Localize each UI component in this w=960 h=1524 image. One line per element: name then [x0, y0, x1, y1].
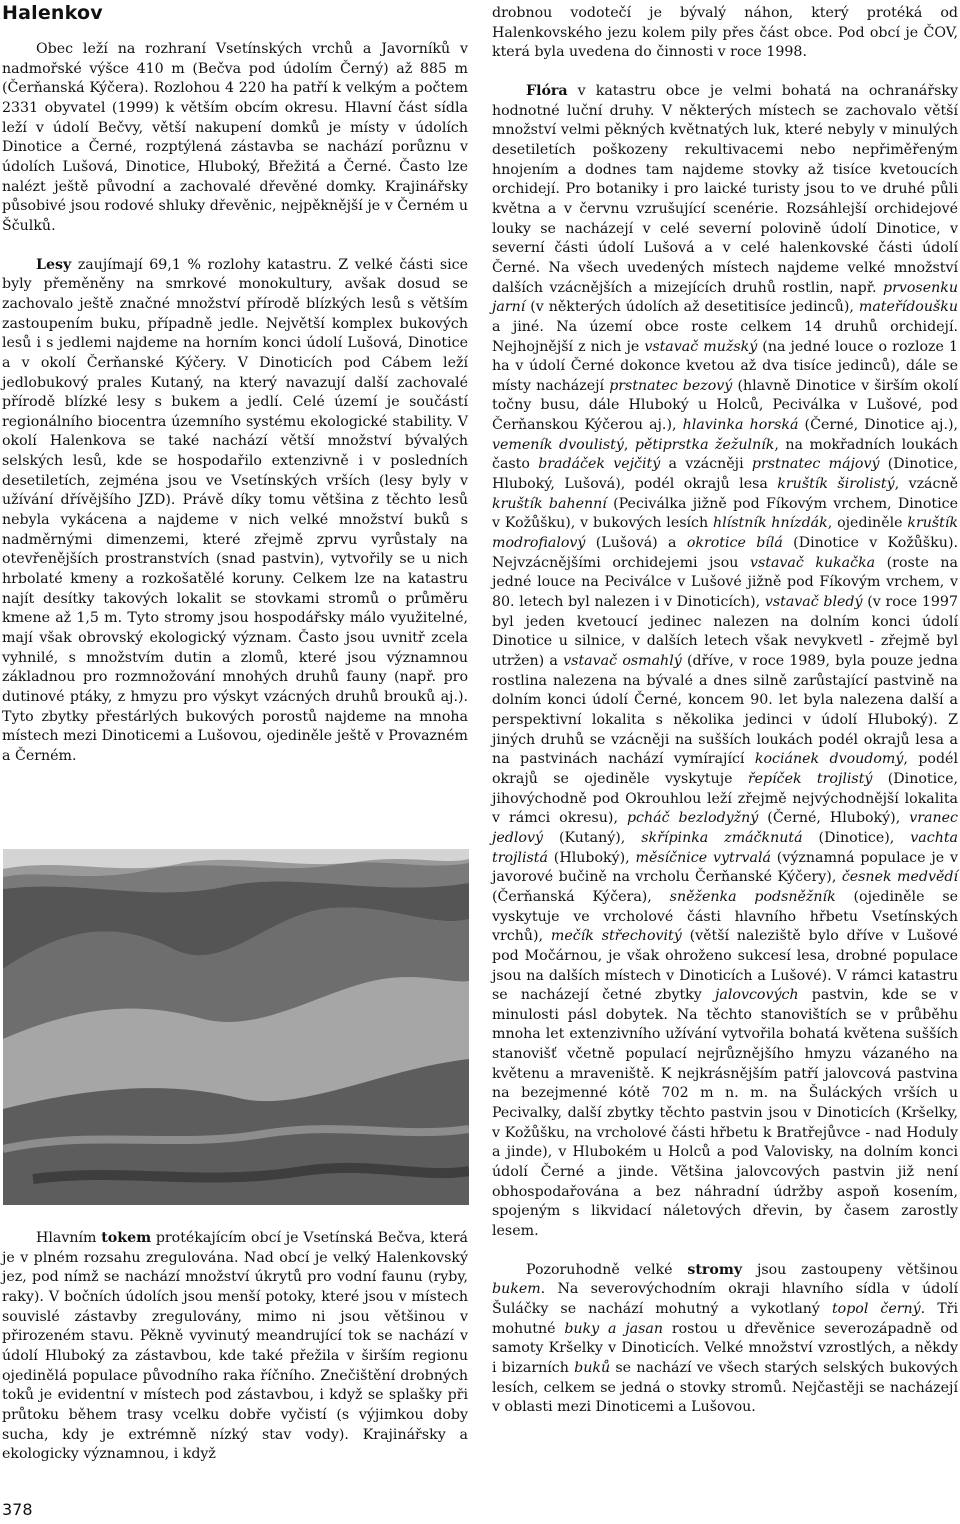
trees-text: Pozoruhodně velké	[526, 1261, 688, 1278]
flora-text: , vzácně	[894, 476, 958, 493]
trees-text: . Tři mohutné	[492, 1301, 958, 1337]
continuation-paragraph: drobnou vodotečí je bývalý náhon, který protéká od Halenkovského jezu kolem pily přes část obce. Pod obcí je ČOV, která byla uvedena do činnosti v roce 1998.	[492, 5, 958, 61]
watercourse-text-a: Hlavním	[36, 1230, 102, 1246]
flora-species-name: jalovcových	[715, 987, 799, 1004]
flora-paragraph	[492, 82, 958, 1242]
flora-species-name: kruštík bahenní	[492, 495, 607, 512]
forests-paragraph	[2, 256, 468, 767]
flora-text: (Peciválka jižně pod Fíkovým vrchem, Dinotice v Kožůšku), v bukových lesích	[492, 495, 958, 532]
flora-text: (ojediněle se vyskytuje ve vrcholové části hlavního hřbetu Vsetínských vrchů),	[492, 888, 959, 945]
flora-text: (Dinotice v Kožůšku). Nejvzácnějšími orchidejemi jsou	[492, 535, 958, 571]
flora-text: v katastru obce je velmi bohatá na ochranářsky hodnotné luční druhy. V některých místech se zachovalo větší množství velmi pěkných květnatých luk, které nebyly v minulých desetiletích poškozeny rekultivacemi nebo nepřiměřeným hnojením a dodnes tam najdeme stovky až tisíce kvetoucích orchidejí. Pro botaniky i pro laické turisty jsou to ve druhé půli května a v červnu vzrušující scenérie. Rozsáhlejší orchidejové louky se nacházejí v celé severní polovině údolí Dinotice, v severní části údolí Lušová a v celé halenkovské části údolí Černé. Na všech uvedených místech najdeme velké množství dalších vzácnějších a mizejících druhů rostlin, např.	[492, 82, 958, 296]
flora-species-name: mečík střechovitý	[550, 928, 682, 945]
trees-species-name: topol černý	[831, 1301, 921, 1317]
flora-species-name: kruštík širolistý	[777, 476, 895, 493]
flora-text: a jiné. Na území obce roste celkem 14 druhů orchidejí. Nejhojnější z nich je	[492, 318, 958, 355]
flora-species-name: hlístník hnízdák	[713, 515, 828, 532]
flora-species-name: vstavač kukačka	[749, 554, 876, 571]
trees-lead: stromy	[687, 1261, 743, 1278]
flora-species-name: vranec jedlový	[492, 810, 958, 846]
left-column-bottom	[2, 1229, 468, 1465]
flora-text: (Černé, Dinotice aj.),	[798, 417, 959, 434]
right-column	[492, 4, 958, 1418]
flora-text: , podél okrajů se ojediněle vyskytuje	[492, 751, 958, 787]
trees-text: se nachází ve všech starých selských bukových lesích, celkem se jedná o stovky stromů. Nejčastěji se nacházejí v oblasti mezi Dinoticemi a Lušovou.	[492, 1359, 958, 1416]
flora-text: (roste na jedné louce na Peciválce v Lušové jižně pod Fíkovým vrchem, v 80. letech byl nalezen i v Dinoticích),	[492, 554, 958, 611]
flora-species-name: prstnatec bezový	[609, 377, 733, 394]
flora-text: (Hluboký),	[547, 849, 636, 866]
flora-text: (významná populace je v javorové bučině na vrcholu Čerňanské Kýčery),	[492, 849, 959, 886]
flora-text: (Kutaný),	[543, 829, 642, 846]
flora-species-name: vstavač bledý	[764, 594, 863, 611]
flora-species-name: bradáček vejčitý	[538, 456, 661, 473]
forests-lead: Lesy	[36, 256, 72, 273]
flora-text: ,	[623, 436, 635, 453]
flora-species-name: řepíček trojlistý	[747, 770, 873, 787]
flora-text: pastvin, kde se v minulosti pásl dobytek. Na těchto stanovištích se v průběhu mnoha let extenzivního užívání vytvořila bohatá květena sušších stanovišť včetně populací nejrůznějšího hmyzu vázaného na květenu a mraveniště. K nejkrásnějším patří jalovcová pastvina na bezejmenné kótě 702 m n. m. na Šuláckých vrších u Pecivalky, další zbytky těchto pastvin jsou v Dinoticích (Kršelky, v Kožůšku, na vrcholové části hřbetu k Bratřejůvce - nad Hoduly a jinde), v Hlubokém u Holců a pod Valovisky, na dolním konci údolí Černé a jinde. Většina jalovcových pastvin již není obhospodařována a bez náhradní údržby aspoň kosením, spojeným s likvidací náletových dřevin, by časem zarostly lesem.	[492, 987, 958, 1240]
trees-text: jsou zastoupeny většinou	[742, 1261, 958, 1278]
flora-text: (v některých údolích až desetitisíce jedinců),	[525, 299, 859, 316]
flora-species-name: skřípinka zmáčknutá	[641, 829, 803, 846]
flora-species-name: kociánek dvoudomý	[754, 751, 904, 768]
flora-text: (dříve, v roce 1989, byla pouze jedna rostlina nalezena na bývalé a dnes silně zarůstající pastvině na dolním konci údolí Černé, koncem 90. let byla nalezena další a perspektivní lokalita s několika jedinci v údolí Hluboký). Z jiných druhů se vzácněji na sušších loukách podél okrajů lesa a na pastvinách nachází vymírající	[492, 653, 958, 768]
flora-species-name: prvosenku jarní	[492, 279, 958, 316]
flora-species-name: sněženka podsněžník	[669, 888, 836, 905]
flora-text: (Lušová) a	[585, 535, 687, 552]
flora-species-name: měsíčnice vytrvalá	[635, 849, 771, 866]
flora-text: , na mokřadních loukách často	[492, 436, 958, 473]
watercourse-paragraph	[2, 1229, 468, 1465]
flora-text: (větší naleziště bylo dříve v Lušové pod Močárnou, je však ohroženo sukcesí lesa, drobné populace jsou na dalších místech v Dinoticích a Lušové). V rámci katastru se nacházejí četné zbytky	[492, 928, 958, 1004]
watercourse-text-b: protékajícím obcí je Vsetínská Bečva, která je v plném rozsahu zregulována. Nad obcí je velký Halenkovský jez, pod nímž se nachází množství úkrytů pro vodní faunu (ryby, raky). V bočních údolích jsou menší potoky, které jsou v místech souvislé zástavby zregulovány, mimo ni jsou většinou v přirozeném stavu. Pěkně vyvinutý meandrující tok se nachází v údolí Hluboký za zástavbou, kde také přežila v širším regionu ojedinělá populace původního raka říčního. Znečištění drobných toků je evidentní v místech pod zástavbou, i když se splašky při průtoku během trasy vcelku dobře vyčistí (s výjimkou doby sucha, kdy je extrémně nízký stav vody). Krajinářsky a ekologicky významnou, i když	[2, 1230, 468, 1463]
forests-text: zaujímají 69,1 % rozlohy katastru. Z velké části sice byly přeměněny na smrkové monokultury, avšak dosud se zachovalo ještě značné množství přírodě blízkých lesů s větším zastoupením buku, případně jedle. Největší komplex bukových lesů i s jedlemi najdeme na horním konci údolí Lušová, Dinotice a v okolí Čerňanské Kýčery. V Dinoticích pod Cábem leží jedlobukový prales Kutaný, na který navazují další zachovalé přírodě blízké lesy s bukem a jedlí. Celé území je součástí regionálního biocentra územního systému ekologické stability. V okolí Halenkova se také nachází větší množství bývalých selských lesů, kde se hospodařilo extenzivně i v posledních desetiletích, zejména jsou ve Vsetínských vrších (lesy byly v užívání dřívějšího JZD). Právě díky tomu většina z těchto lesů nebyla vykácena a najdeme v nich velké množství buků s nadměrnými dimenzemi, které zřejmě zprvu vyrůstaly na otevřenějších prostranstvích (snad pastvin), vytvořily se u nich hrbolaté kmeny a rozkošatělé koruny. Celkem lze na katastru najít desítky takových lokalit se stovkami stromů o průměru kmene až 1,5 m. Tyto stromy jsou hospodářsky málo využitelné, mají však obrovský ekologický význam. Často jsou uvnitř zcela vyhnilé, s množstvím dutin a zlomů, které jsou významnou základnou pro rozmnožování mnohých druhů fauny (např. pro dutinové ptáky, z hmyzu pro výskyt vzácných druhů brouků aj.). Tyto zbytky přestárlých bukových porostů najdeme na mnoha místech mezi Dinoticemi a Lušovou, ojediněle ještě v Provazném a Černém.	[2, 256, 468, 764]
watercourse-lead: tokem	[101, 1230, 152, 1246]
flora-text: (Černé, Hluboký),	[758, 810, 910, 827]
trees-species-name: buků	[574, 1359, 611, 1376]
landscape-photo	[3, 849, 469, 1205]
flora-species-name: vachta trojlistá	[492, 829, 958, 866]
flora-text: (Čerňanská Kýčera),	[492, 888, 670, 905]
flora-text: (Dinotice),	[802, 829, 911, 846]
flora-species-name: kruštík modrofialový	[492, 515, 959, 552]
flora-text: (na jedné louce o rozloze 1 ha v údolí Černé dokonce kvetou až dva tisíce jedinců), dále se místy nacházejí	[492, 338, 959, 394]
flora-text: (hlavně Dinotice v širším okolí točny busu, dále Hluboký u Holců, Peciválka v Lušové, pod Čerňanskou Kýčerou aj.),	[492, 377, 958, 434]
trees-text: . Na severovýchodním okraji hlavního sídla v údolí Šuláčky se nachází mohutný a vykotlaný	[492, 1281, 958, 1317]
flora-text: (Dinotice, Hluboký, Lušová), podél okrajů lesa	[492, 456, 958, 493]
flora-species-name: vemeník dvoulistý	[492, 436, 624, 453]
flora-text: a vzácněji	[660, 456, 752, 473]
flora-species-name: pětiprstka žežulník	[634, 436, 775, 453]
flora-text: (v roce 1997 byl jeden kvetoucí jedinec nalezen na dolním konci údolí Dinotice u silnice, v dalších letech však nevykvetl - zřejmě byl utržen) a	[492, 594, 958, 669]
trees-text: rostou u dřevěnice severozápadně od samoty Kršelky v Dinoticích. Velké množství vzrostlých, a někdy i bizarních	[492, 1320, 959, 1376]
flora-species-name: prstnatec májový	[751, 456, 880, 473]
flora-text: (Dinotice, jihovýchodně pod Okrouhlou leží zřejmě nejvýchodnější lokalita v rámci okresu),	[492, 770, 958, 827]
page-number: 378	[2, 1500, 33, 1519]
flora-species-name: mateřídoušku	[858, 299, 958, 316]
trees-species-name: bukem	[492, 1281, 541, 1298]
flora-species-name: hlavinka horská	[682, 417, 799, 434]
flora-species-name: pcháč bezlodyžný	[626, 810, 759, 827]
intro-paragraph: Obec leží na rozhraní Vsetínských vrchů a Javorníků v nadmořské výšce 410 m (Bečva pod údolím Černý) až 885 m (Čerňanská Kýčera). Rozlohou 4 220 ha patří k velkým a počtem 2331 obyvatel (1999) k větším obcím okresu. Hlavní část sídla leží v údolí Bečvy, větší nakupení domků je místy v údolích Dinotice a Černé, rozptýlená zástavba se nachází porůznu v údolích Lušová, Dinotice, Hluboký, Břežitá a Černé. Často lze nalézt ještě původní a zachovalé dřevěné domky. Krajinářsky působivé jsou rodové shluky dřevěnic, nejpěknější je v Černém u Ščulků.	[2, 41, 468, 234]
flora-species-name: česnek medvědí	[841, 869, 958, 886]
left-column	[2, 40, 468, 767]
trees-paragraph	[492, 1261, 958, 1418]
page-title: Halenkov	[2, 2, 103, 24]
trees-species-name: buky a jasan	[564, 1320, 663, 1337]
flora-text: , ojediněle	[827, 515, 908, 532]
flora-species-name: okrotice bílá	[686, 535, 783, 552]
flora-species-name: vstavač mužský	[644, 338, 758, 355]
flora-species-name: vstavač osmahlý	[563, 653, 682, 669]
flora-lead: Flóra	[526, 82, 568, 99]
landscape-illustration	[3, 849, 469, 1205]
